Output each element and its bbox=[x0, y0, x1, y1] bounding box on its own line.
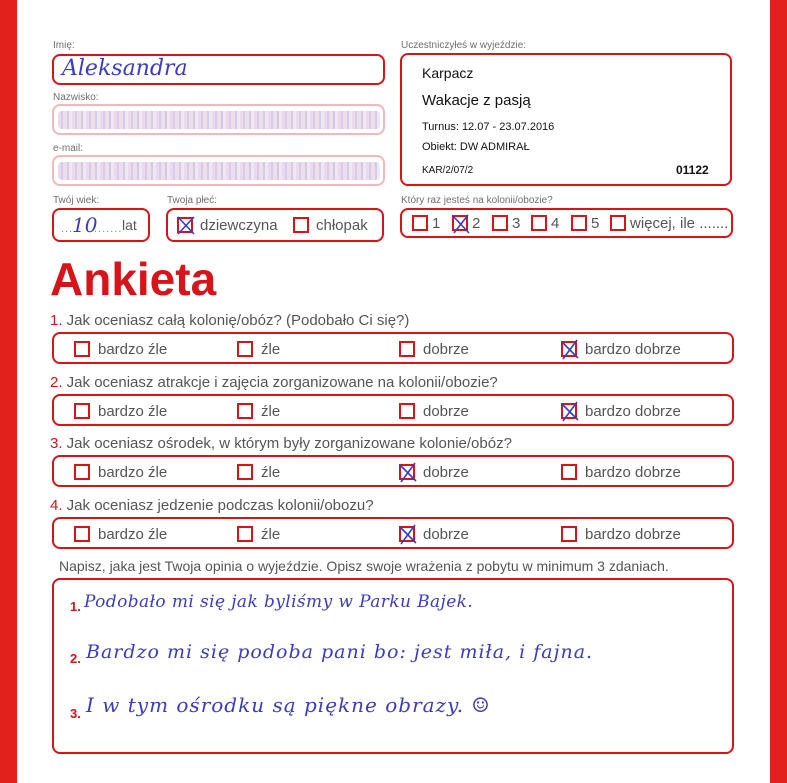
question-4-option-1-checkbox[interactable] bbox=[74, 526, 90, 542]
question-4-option-1-label: bardzo źle bbox=[98, 526, 168, 543]
question-2-options bbox=[52, 394, 734, 426]
question-3-option-1-label: bardzo źle bbox=[98, 464, 168, 481]
question-2-option-1-label: bardzo źle bbox=[98, 403, 168, 420]
opinion-line-2: Bardzo mi się podoba pani bo: jest miła, i fajna. bbox=[86, 641, 594, 663]
count-more-checkbox[interactable] bbox=[610, 215, 626, 231]
question-2-text bbox=[50, 374, 498, 391]
question-4-option-3-checkbox[interactable] bbox=[399, 526, 415, 542]
opinion-line-3: I w tym ośrodku są piękne obrazy. ☺ bbox=[86, 693, 491, 717]
question-1-option-3-label: dobrze bbox=[423, 341, 469, 358]
opinion-box[interactable] bbox=[52, 578, 734, 754]
question-3-option-2-label: źle bbox=[261, 464, 281, 481]
question-2-option-1-checkbox[interactable] bbox=[74, 403, 90, 419]
age-field[interactable]: ... 10 ....... lat bbox=[52, 208, 150, 242]
question-4-label: Jak oceniasz jedzenie podczas kolonii/obozu? bbox=[62, 497, 374, 514]
question-2-option-2-label: źle bbox=[261, 403, 281, 420]
trip-code: KAR/2/07/2 bbox=[422, 165, 474, 176]
question-4-option-4-checkbox[interactable] bbox=[561, 526, 577, 542]
question-2-option-4-checkbox[interactable] bbox=[561, 403, 577, 419]
gender-option-boy: chłopak bbox=[316, 217, 368, 234]
question-4-options bbox=[52, 517, 734, 549]
count-option-more: więcej, ile ....... bbox=[630, 215, 729, 232]
question-2-option-2-checkbox[interactable] bbox=[237, 403, 253, 419]
question-3-options bbox=[52, 455, 734, 487]
count-5-checkbox[interactable] bbox=[571, 215, 587, 231]
age-label: Twój wiek: bbox=[53, 195, 100, 206]
question-4-option-2-checkbox[interactable] bbox=[237, 526, 253, 542]
question-2-label: Jak oceniasz atrakcje i zajęcia zorganizowane na kolonii/obozie? bbox=[62, 374, 498, 391]
question-3-option-4-label: bardzo dobrze bbox=[585, 464, 681, 481]
name-label: Imię: bbox=[53, 40, 75, 51]
question-3-text bbox=[50, 435, 512, 452]
question-1-option-3-checkbox[interactable] bbox=[399, 341, 415, 357]
question-3-option-1-checkbox[interactable] bbox=[74, 464, 90, 480]
count-option-1: 1 bbox=[432, 215, 441, 232]
trip-place: Karpacz bbox=[422, 65, 474, 81]
email-redacted bbox=[58, 162, 380, 180]
question-3-option-4-checkbox[interactable] bbox=[561, 464, 577, 480]
question-1-label: Jak oceniasz całą kolonię/obóz? (Podobało Ci się?) bbox=[62, 312, 410, 329]
survey-sheet bbox=[17, 0, 770, 783]
opinion-num-3: 3. bbox=[70, 706, 81, 721]
question-1-text bbox=[50, 312, 409, 329]
surname-field[interactable] bbox=[52, 104, 385, 135]
opinion-num-2: 2. bbox=[70, 651, 81, 666]
gender-field bbox=[166, 208, 384, 242]
email-field[interactable] bbox=[52, 155, 385, 186]
question-1-option-4-checkbox[interactable] bbox=[561, 341, 577, 357]
question-3-option-2-checkbox[interactable] bbox=[237, 464, 253, 480]
gender-label: Twoja płeć: bbox=[167, 195, 218, 206]
gender-girl-checkbox[interactable] bbox=[177, 217, 193, 233]
count-label: Który raz jesteś na kolonii/obozie? bbox=[401, 195, 553, 206]
question-2-option-3-checkbox[interactable] bbox=[399, 403, 415, 419]
question-1-option-2-checkbox[interactable] bbox=[237, 341, 253, 357]
question-4-text bbox=[50, 497, 374, 514]
count-option-5: 5 bbox=[591, 215, 600, 232]
count-option-4: 4 bbox=[551, 215, 560, 232]
trip-turnus: Turnus: 12.07 - 23.07.2016 bbox=[422, 121, 555, 133]
opinion-prompt: Napisz, jaka jest Twoja opinia o wyjeździe. Opisz swoje wrażenia z pobytu w minimum 3 zdaniach. bbox=[59, 558, 669, 574]
question-1-option-1-label: bardzo źle bbox=[98, 341, 168, 358]
question-3-label: Jak oceniasz ośrodek, w którym były zorganizowane kolonie/obóz? bbox=[62, 435, 512, 452]
question-1-option-2-label: źle bbox=[261, 341, 281, 358]
name-value: Aleksandra bbox=[62, 56, 188, 81]
trip-obiekt: Obiekt: DW ADMIRAŁ bbox=[422, 141, 530, 153]
opinion-num-1: 1. bbox=[70, 599, 81, 614]
age-value: 10 bbox=[72, 213, 98, 237]
count-2-checkbox[interactable] bbox=[452, 215, 468, 231]
survey-title: Ankieta bbox=[50, 253, 217, 305]
participant-label: Uczestniczyłeś w wyjeździe: bbox=[401, 40, 527, 51]
question-4-option-3-label: dobrze bbox=[423, 526, 469, 543]
question-1-option-1-checkbox[interactable] bbox=[74, 341, 90, 357]
count-option-3: 3 bbox=[512, 215, 521, 232]
question-3-option-3-checkbox[interactable] bbox=[399, 464, 415, 480]
count-4-checkbox[interactable] bbox=[531, 215, 547, 231]
question-1-number: 1. bbox=[50, 312, 63, 329]
question-4-number: 4. bbox=[50, 497, 63, 514]
surname-label: Nazwisko: bbox=[53, 92, 99, 103]
trip-info-box bbox=[400, 53, 732, 186]
question-1-options bbox=[52, 332, 734, 364]
count-1-checkbox[interactable] bbox=[412, 215, 428, 231]
count-option-2: 2 bbox=[472, 215, 481, 232]
question-2-option-3-label: dobrze bbox=[423, 403, 469, 420]
question-2-number: 2. bbox=[50, 374, 63, 391]
opinion-line-1: Podobało mi się jak byliśmy w Parku Bajek. bbox=[84, 592, 474, 612]
count-3-checkbox[interactable] bbox=[492, 215, 508, 231]
surname-redacted bbox=[58, 111, 380, 129]
question-4-option-4-label: bardzo dobrze bbox=[585, 526, 681, 543]
gender-option-girl: dziewczyna bbox=[200, 217, 278, 234]
question-1-option-4-label: bardzo dobrze bbox=[585, 341, 681, 358]
age-unit: lat bbox=[122, 217, 137, 233]
count-field bbox=[400, 208, 733, 238]
name-field[interactable] bbox=[52, 54, 385, 85]
question-3-number: 3. bbox=[50, 435, 63, 452]
question-4-option-2-label: źle bbox=[261, 526, 281, 543]
question-2-option-4-label: bardzo dobrze bbox=[585, 403, 681, 420]
question-3-option-3-label: dobrze bbox=[423, 464, 469, 481]
trip-name: Wakacje z pasją bbox=[422, 92, 531, 109]
gender-boy-checkbox[interactable] bbox=[293, 217, 309, 233]
email-label: e-mail: bbox=[53, 143, 84, 154]
trip-number: 01122 bbox=[676, 163, 709, 177]
